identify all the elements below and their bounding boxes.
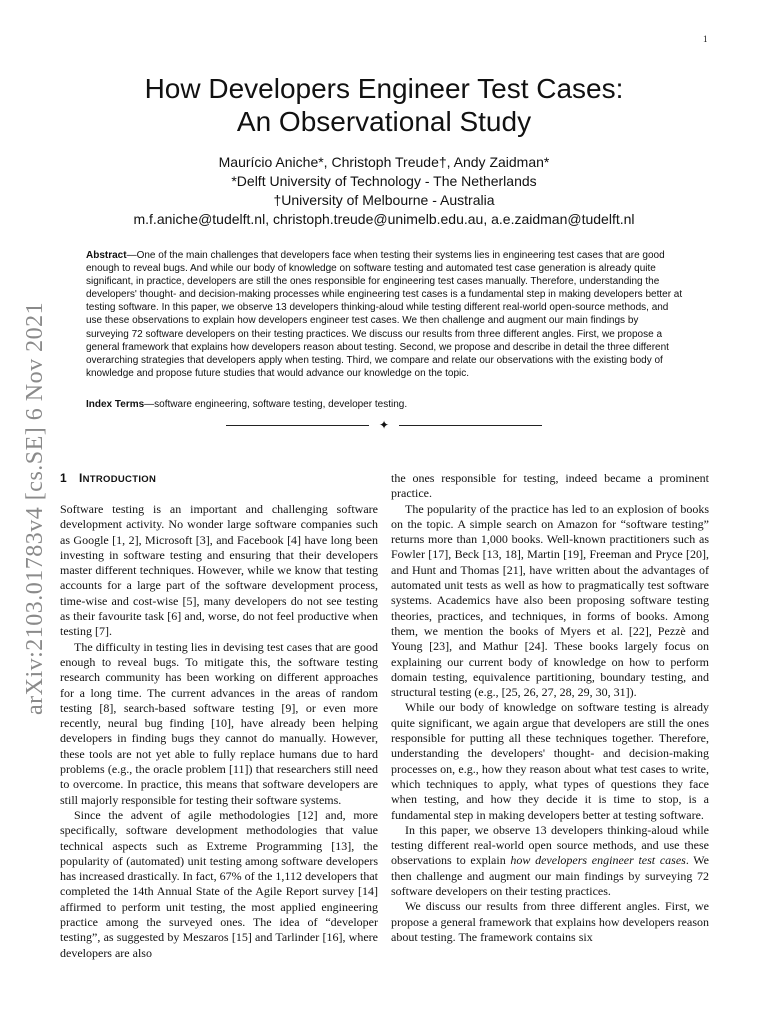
paper-title	[0, 72, 768, 138]
paragraph: The difficulty in testing lies in devising test cases that are good enough to reveal bugs. To mitigate this, the software testing research community has been working on different approaches for a long time. The current advances in the areas of random testing [8], search-based software testing [9], or even more recently, neural bug finding [10], have already been helping developers in finding bugs they cannot do manually. However, these tools are not yet able to fully replace humans due to hard problems (e.g., the oracle problem [11]) that researchers still need to overcome. In practice, this means that software developers are still majorly responsible for testing their software systems.	[60, 639, 378, 807]
title-line-2: An Observational Study	[236, 106, 532, 137]
abstract-text: —One of the main challenges that developers face when testing their systems lies in engineering test cases that are good enough to reveal bugs. And while our body of knowledge on software testing and automated test case generation is already quite significant, in practice, developers are still the ones responsible for engineering test cases manually. Therefore, understanding the developers' thought- and decision-making processes while engineering test cases is a fundamental step in making developers better at testing software. In this paper, we observe 13 developers thinking-aloud while testing different real-world open-source methods, and use these observations to explain how developers engineer test cases. We then challenge and augment our main findings by surveying 72 software developers on their testing practices. We discuss our results from three different angles. First, we propose a general framework that explains how developers reason about testing. Second, we propose and describe in detail the three different overarching strategies that developers apply when testing. Third, we compare and relate our observations with the existing body of knowledge and propose future studies that would advance our knowledge on the topic.	[86, 250, 683, 379]
paragraph: Software testing is an important and challenging software development activity. No wonder large software companies such as Google [1, 2], Microsoft [3], and Facebook [4] have long been investing in software testing and ensuring that their developers master different techniques. However, while we know that testing accounts for a large part of the software development process, time-wise and cost-wise [5], many developers do not see testing as their favourite task [6] and, worse, do not feel productive when testing [7].	[60, 502, 378, 639]
divider-diamond-icon: ✦	[378, 418, 390, 432]
abstract-label: Abstract	[86, 250, 127, 261]
paragraph-text: . We then challenge and augment our main findings by surveying 72 software developers on their testing practices.	[391, 853, 709, 899]
section-title-rest: NTRODUCTION	[82, 474, 157, 485]
abstract	[86, 249, 683, 380]
left-column	[60, 471, 378, 961]
paragraph: Since the advent of agile methodologies [12] and, more specifically, software development methodologies that value technical aspects such as Extreme Programming [13], the popularity of (automated) unit testing among software developers has increased drastically. In fact, 67% of the 1,112 developers that completed the 14th Annual State of the Agile Report survey [14] affirmed to perform unit testing, the most applied engineering practice among the surveyed ones. The idea of “developer testing”, as suggested by Meszaros [15] and Tarlinder [16], where developers are also	[60, 807, 378, 960]
index-terms-label: Index Terms	[86, 399, 145, 410]
page-number: 1	[703, 34, 708, 44]
section-divider	[226, 418, 542, 432]
index-terms-text: —software engineering, software testing, developer testing.	[144, 399, 408, 410]
divider-line-left	[226, 425, 369, 426]
divider-line-right	[399, 425, 542, 426]
index-terms	[86, 398, 683, 411]
section-number: 1	[60, 471, 67, 485]
author-emails: m.f.aniche@tudelft.nl, christoph.treude@unimelb.edu.au, a.e.zaidman@tudelft.nl	[133, 211, 635, 227]
paragraph	[391, 823, 709, 899]
paragraph-continued: the ones responsible for testing, indeed became a prominent practice.	[391, 471, 709, 501]
author-block	[0, 153, 768, 229]
emphasis-text: how developers engineer test cases	[510, 853, 686, 868]
paragraph: We discuss our results from three different angles. First, we propose a general framework that explains how developers reason about testing. The framework contains six	[391, 899, 709, 944]
paragraph: The popularity of the practice has led to an explosion of books on the topic. A simple search on Amazon for “software testing” returns more than 1,000 books. Well-known practitioners such as Fowler [17], Beck [13, 18], Martin [19], Freeman and Pryce [20], and Hunt and Thomas [21], have written about the advantages of automated unit tests as well as how to pragmatically test software systems. Academics have also been proposing software testing theories, practices, and techniques, in forms of books. Among them, we mention the books of Myers et al. [22], Pezzè and Young [23], and Mathur [24]. These books largely focus on explaining our current body of knowledge on how to perform domain testing, equivalence partitioning, boundary testing, and structural testing (e.g., [25, 26, 27, 28, 29, 30, 31]).	[391, 501, 709, 700]
paragraph: While our body of knowledge on software testing is already quite significant, we again argue that developers are still the ones responsible for putting all these techniques together. Therefore, understanding the developers' thought- and decision-making processes on, e.g., how they reason about what test cases to write, which techniques to apply, what types of questions they face when testing, and how they decide it is time to stop, is a fundamental step in making developers better at testing software.	[391, 700, 709, 822]
section-title-initial: I	[78, 471, 83, 485]
affiliation-delft: *Delft University of Technology - The Netherlands	[231, 173, 537, 189]
section-heading	[60, 471, 378, 487]
right-column	[391, 471, 709, 945]
title-line-1: How Developers Engineer Test Cases:	[144, 73, 624, 104]
arxiv-stamp-text: arXiv:2103.01783v4 [cs.SE] 6 Nov 2021	[22, 301, 48, 715]
author-names: Maurício Aniche*, Christoph Treude†, Andy Zaidman*	[218, 154, 550, 170]
paragraph-text: In this paper, we observe 13 developers thinking-aloud while testing different real-world open source methods, and use these observations to explain	[391, 822, 709, 868]
affiliation-melbourne: †University of Melbourne - Australia	[273, 192, 495, 208]
